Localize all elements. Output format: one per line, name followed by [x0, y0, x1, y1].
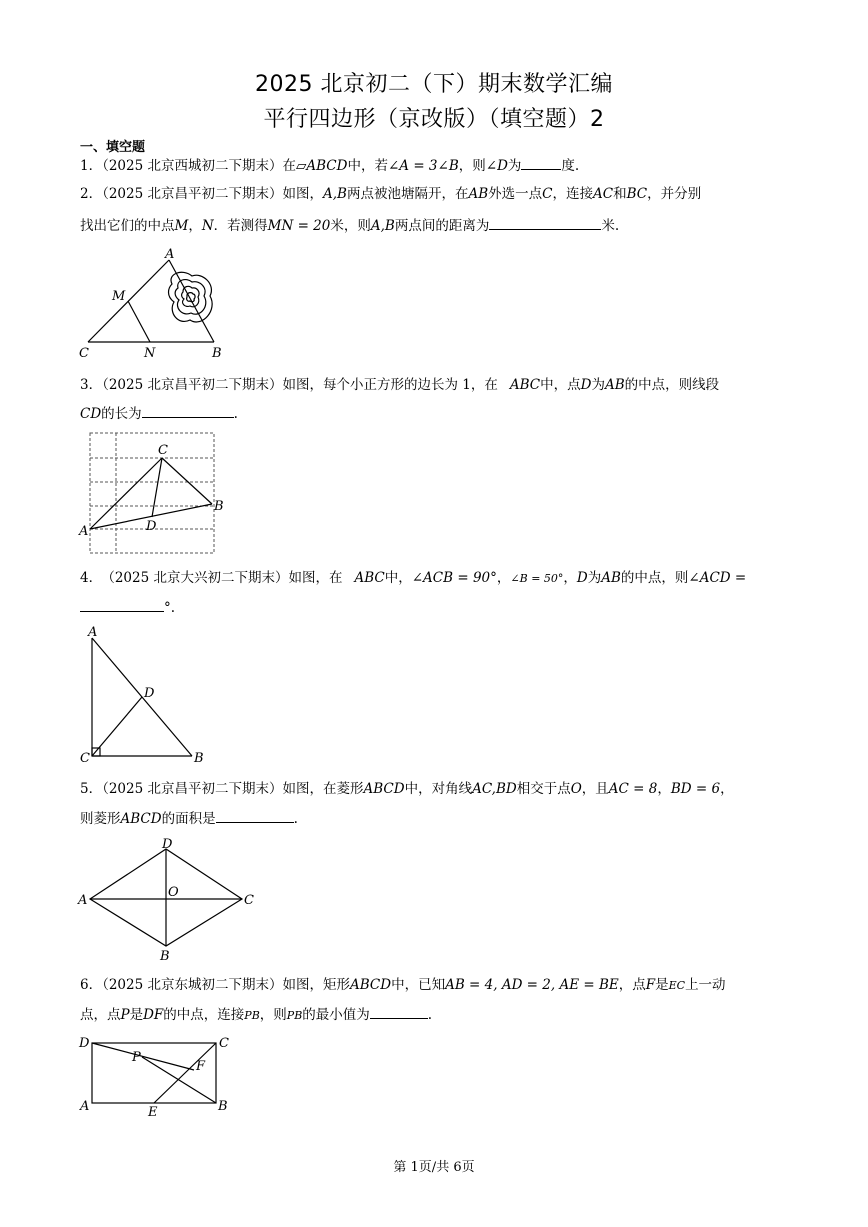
q4-math: ABC — [354, 570, 385, 586]
label-P: P — [132, 1050, 141, 1065]
label-A: A — [88, 625, 98, 640]
label-A: A — [80, 1099, 90, 1114]
q4-math: ∠ACD = — [688, 570, 747, 586]
q4-text: ， — [496, 570, 511, 586]
q4-text: °. — [164, 600, 176, 616]
question-1 — [80, 156, 579, 175]
question-4-line2 — [80, 598, 175, 617]
section-heading: 一、填空题 — [80, 140, 146, 155]
q6-math: PB — [286, 1009, 303, 1022]
question-6-line2 — [80, 1005, 432, 1025]
label-E: E — [148, 1105, 158, 1120]
q6-text: 如图，矩形 — [282, 977, 350, 993]
q5-number: 5． — [80, 781, 103, 797]
page-footer: 第 1页/共 6页 — [393, 1160, 475, 1175]
q4-text: 中， — [384, 570, 412, 586]
q2-source: （2025 北京昌平初二下期末） — [102, 186, 283, 202]
q1-text: 度. — [561, 158, 580, 174]
q6-text: 中，已知 — [391, 977, 446, 993]
label-A: A — [78, 893, 88, 908]
q5-text: ， — [720, 781, 734, 797]
page-title-line1: 2025 北京初二（下）期末数学汇编 — [255, 72, 613, 97]
q6-text: 上一动 — [685, 977, 726, 993]
q6-text: ，点 — [618, 977, 646, 993]
q5-math: O — [570, 781, 582, 797]
q2-text: 两点间的距离为 — [394, 218, 490, 234]
figure-q2-pond — [74, 244, 234, 362]
q3-text: 为 — [591, 377, 605, 393]
q5-text: 如图，在菱形 — [282, 781, 364, 797]
q1-math: D — [497, 158, 508, 174]
q2-math: BC — [626, 186, 648, 202]
question-4-line1 — [80, 569, 746, 588]
q4-math: ∠ACB = 90° — [411, 570, 497, 586]
q1-number: 1． — [80, 158, 103, 174]
figure-q6-rectangle — [76, 1032, 236, 1122]
q3-text: . — [233, 406, 238, 422]
q5-text: . — [293, 811, 298, 827]
label-B: B — [212, 346, 222, 361]
q5-math: AC,BD — [472, 781, 517, 797]
q2-text: ， — [188, 218, 202, 234]
q2-text: 米. — [601, 218, 620, 234]
q2-math: A,B — [370, 218, 395, 234]
q5-source: （2025 北京昌平初二下期末） — [102, 781, 283, 797]
q6-math: DF — [143, 1007, 164, 1023]
q1-math: ABCD — [306, 158, 348, 174]
figure-q4-right-triangle — [78, 624, 218, 766]
question-6-line1 — [80, 976, 726, 995]
q6-number: 6． — [80, 977, 103, 993]
q6-text: 是 — [129, 1007, 144, 1023]
label-A: A — [165, 247, 175, 262]
page-title-line2: 平行四边形（京改版）（填空题）2 — [263, 107, 605, 132]
q6-text: 是 — [655, 977, 669, 993]
q3-text: 的中点，则线段 — [624, 377, 720, 393]
q4-source: （2025 北京大兴初二下期末） — [108, 570, 289, 586]
q5-text: 则菱形 — [80, 811, 121, 827]
q4-math: ∠B = 50° — [510, 572, 564, 585]
q2-math: A,B — [323, 186, 347, 202]
q2-number: 2． — [80, 186, 103, 202]
q5-text: 中，对角线 — [404, 781, 473, 797]
q1-math: A = 3∠B — [399, 158, 459, 174]
q3-math: CD — [80, 406, 102, 422]
label-B: B — [160, 949, 170, 962]
figure-q3-grid — [76, 428, 236, 556]
q6-math: EC — [668, 979, 686, 992]
q6-text: . — [427, 1007, 433, 1023]
label-B: B — [194, 751, 204, 766]
q6-text: ，则 — [259, 1007, 287, 1023]
q1-source: （2025 北京西城初二下期末） — [102, 158, 283, 174]
answer-blank-2[interactable] — [489, 216, 601, 230]
q2-text: ，并分别 — [647, 186, 702, 202]
answer-blank-4[interactable] — [80, 598, 164, 612]
answer-blank-5[interactable] — [216, 809, 294, 823]
q4-text: 的中点，则 — [620, 570, 689, 586]
label-D: D — [162, 837, 173, 852]
q6-source: （2025 北京东城初二下期末） — [102, 977, 283, 993]
question-5-line2 — [80, 809, 298, 828]
q2-text: 米，则 — [330, 218, 371, 234]
q4-math: D — [576, 570, 588, 586]
q2-text: ，连接 — [552, 186, 593, 202]
answer-blank-3[interactable] — [142, 404, 234, 418]
label-B: B — [214, 499, 224, 514]
q5-math: AC = 8 — [608, 781, 658, 797]
label-D: D — [144, 686, 155, 701]
label-C: C — [158, 443, 168, 458]
q3-math: AB — [604, 377, 625, 393]
answer-blank-1[interactable] — [521, 156, 561, 170]
q5-text: ，且 — [581, 781, 609, 797]
q6-math: F — [645, 977, 656, 993]
q3-source: （2025 北京昌平初二下期末） — [102, 377, 283, 393]
q2-math: M — [174, 218, 189, 234]
q6-text: 的中点，连接 — [163, 1007, 245, 1023]
q4-text: ， — [563, 570, 577, 586]
q2-math: AB — [468, 186, 489, 202]
q3-number: 3． — [80, 377, 103, 393]
label-C: C — [244, 893, 254, 908]
q6-text: 的最小值为 — [302, 1007, 370, 1023]
question-2-line2 — [80, 216, 619, 235]
q6-text: 点，点 — [80, 1007, 121, 1023]
q5-text: ， — [657, 781, 671, 797]
q1-text: 中，若∠ — [347, 158, 400, 174]
label-C: C — [80, 751, 90, 766]
q5-math: ABCD — [363, 781, 405, 797]
q3-text: 中，点 — [540, 377, 581, 393]
q6-math: P — [120, 1007, 130, 1023]
q3-math: ABC — [509, 377, 541, 393]
label-M: M — [112, 289, 126, 304]
question-2-line1 — [80, 185, 701, 203]
answer-blank-6[interactable] — [370, 1005, 428, 1019]
q4-text: 如图，在 — [288, 570, 343, 586]
q5-math: BD = 6 — [670, 781, 721, 797]
q6-math: PB — [244, 1009, 260, 1022]
q5-math: ABCD — [120, 811, 162, 827]
label-F: F — [196, 1059, 206, 1074]
question-3-line2 — [80, 404, 238, 423]
q4-math: AB — [601, 570, 621, 586]
label-C: C — [219, 1036, 229, 1051]
question-3-line1 — [80, 376, 719, 394]
q2-math: C — [542, 186, 553, 202]
label-D: D — [146, 519, 157, 534]
q2-text: 如图， — [282, 186, 323, 202]
label-N: N — [144, 346, 156, 361]
label-D: D — [79, 1036, 90, 1051]
label-O: O — [168, 885, 179, 900]
q6-math: ABCD — [350, 977, 392, 993]
q2-text: 两点被池塘隔开，在 — [346, 186, 469, 202]
q2-text: 找出它们的中点 — [80, 218, 175, 234]
q3-text: 的长为 — [101, 406, 142, 422]
label-A: A — [79, 524, 89, 539]
q1-text: 在▱ — [282, 158, 307, 174]
q6-math: AB = 4, AD = 2, AE = BE — [445, 977, 619, 993]
q2-text: ．若测得 — [213, 218, 268, 234]
question-5-line1 — [80, 780, 734, 798]
q4-number: 4． — [80, 570, 103, 586]
q2-text: 外选一点 — [488, 186, 543, 202]
q2-math: MN = 20 — [267, 218, 331, 234]
q1-text: ，则∠ — [458, 158, 498, 174]
figure-q5-rhombus — [74, 834, 266, 962]
q5-text: 相交于点 — [516, 781, 571, 797]
q3-math: D — [580, 377, 592, 393]
q4-text: 为 — [587, 570, 602, 586]
label-B: B — [218, 1099, 228, 1114]
q3-text: 如图，每个小正方形的边长为 1，在 — [282, 377, 498, 393]
label-C: C — [79, 346, 89, 361]
q2-math: AC — [592, 186, 614, 202]
q2-math: N — [201, 218, 214, 234]
q5-text: 的面积是 — [161, 811, 216, 827]
q1-text: 为 — [507, 158, 522, 174]
q2-text: 和 — [613, 186, 627, 202]
